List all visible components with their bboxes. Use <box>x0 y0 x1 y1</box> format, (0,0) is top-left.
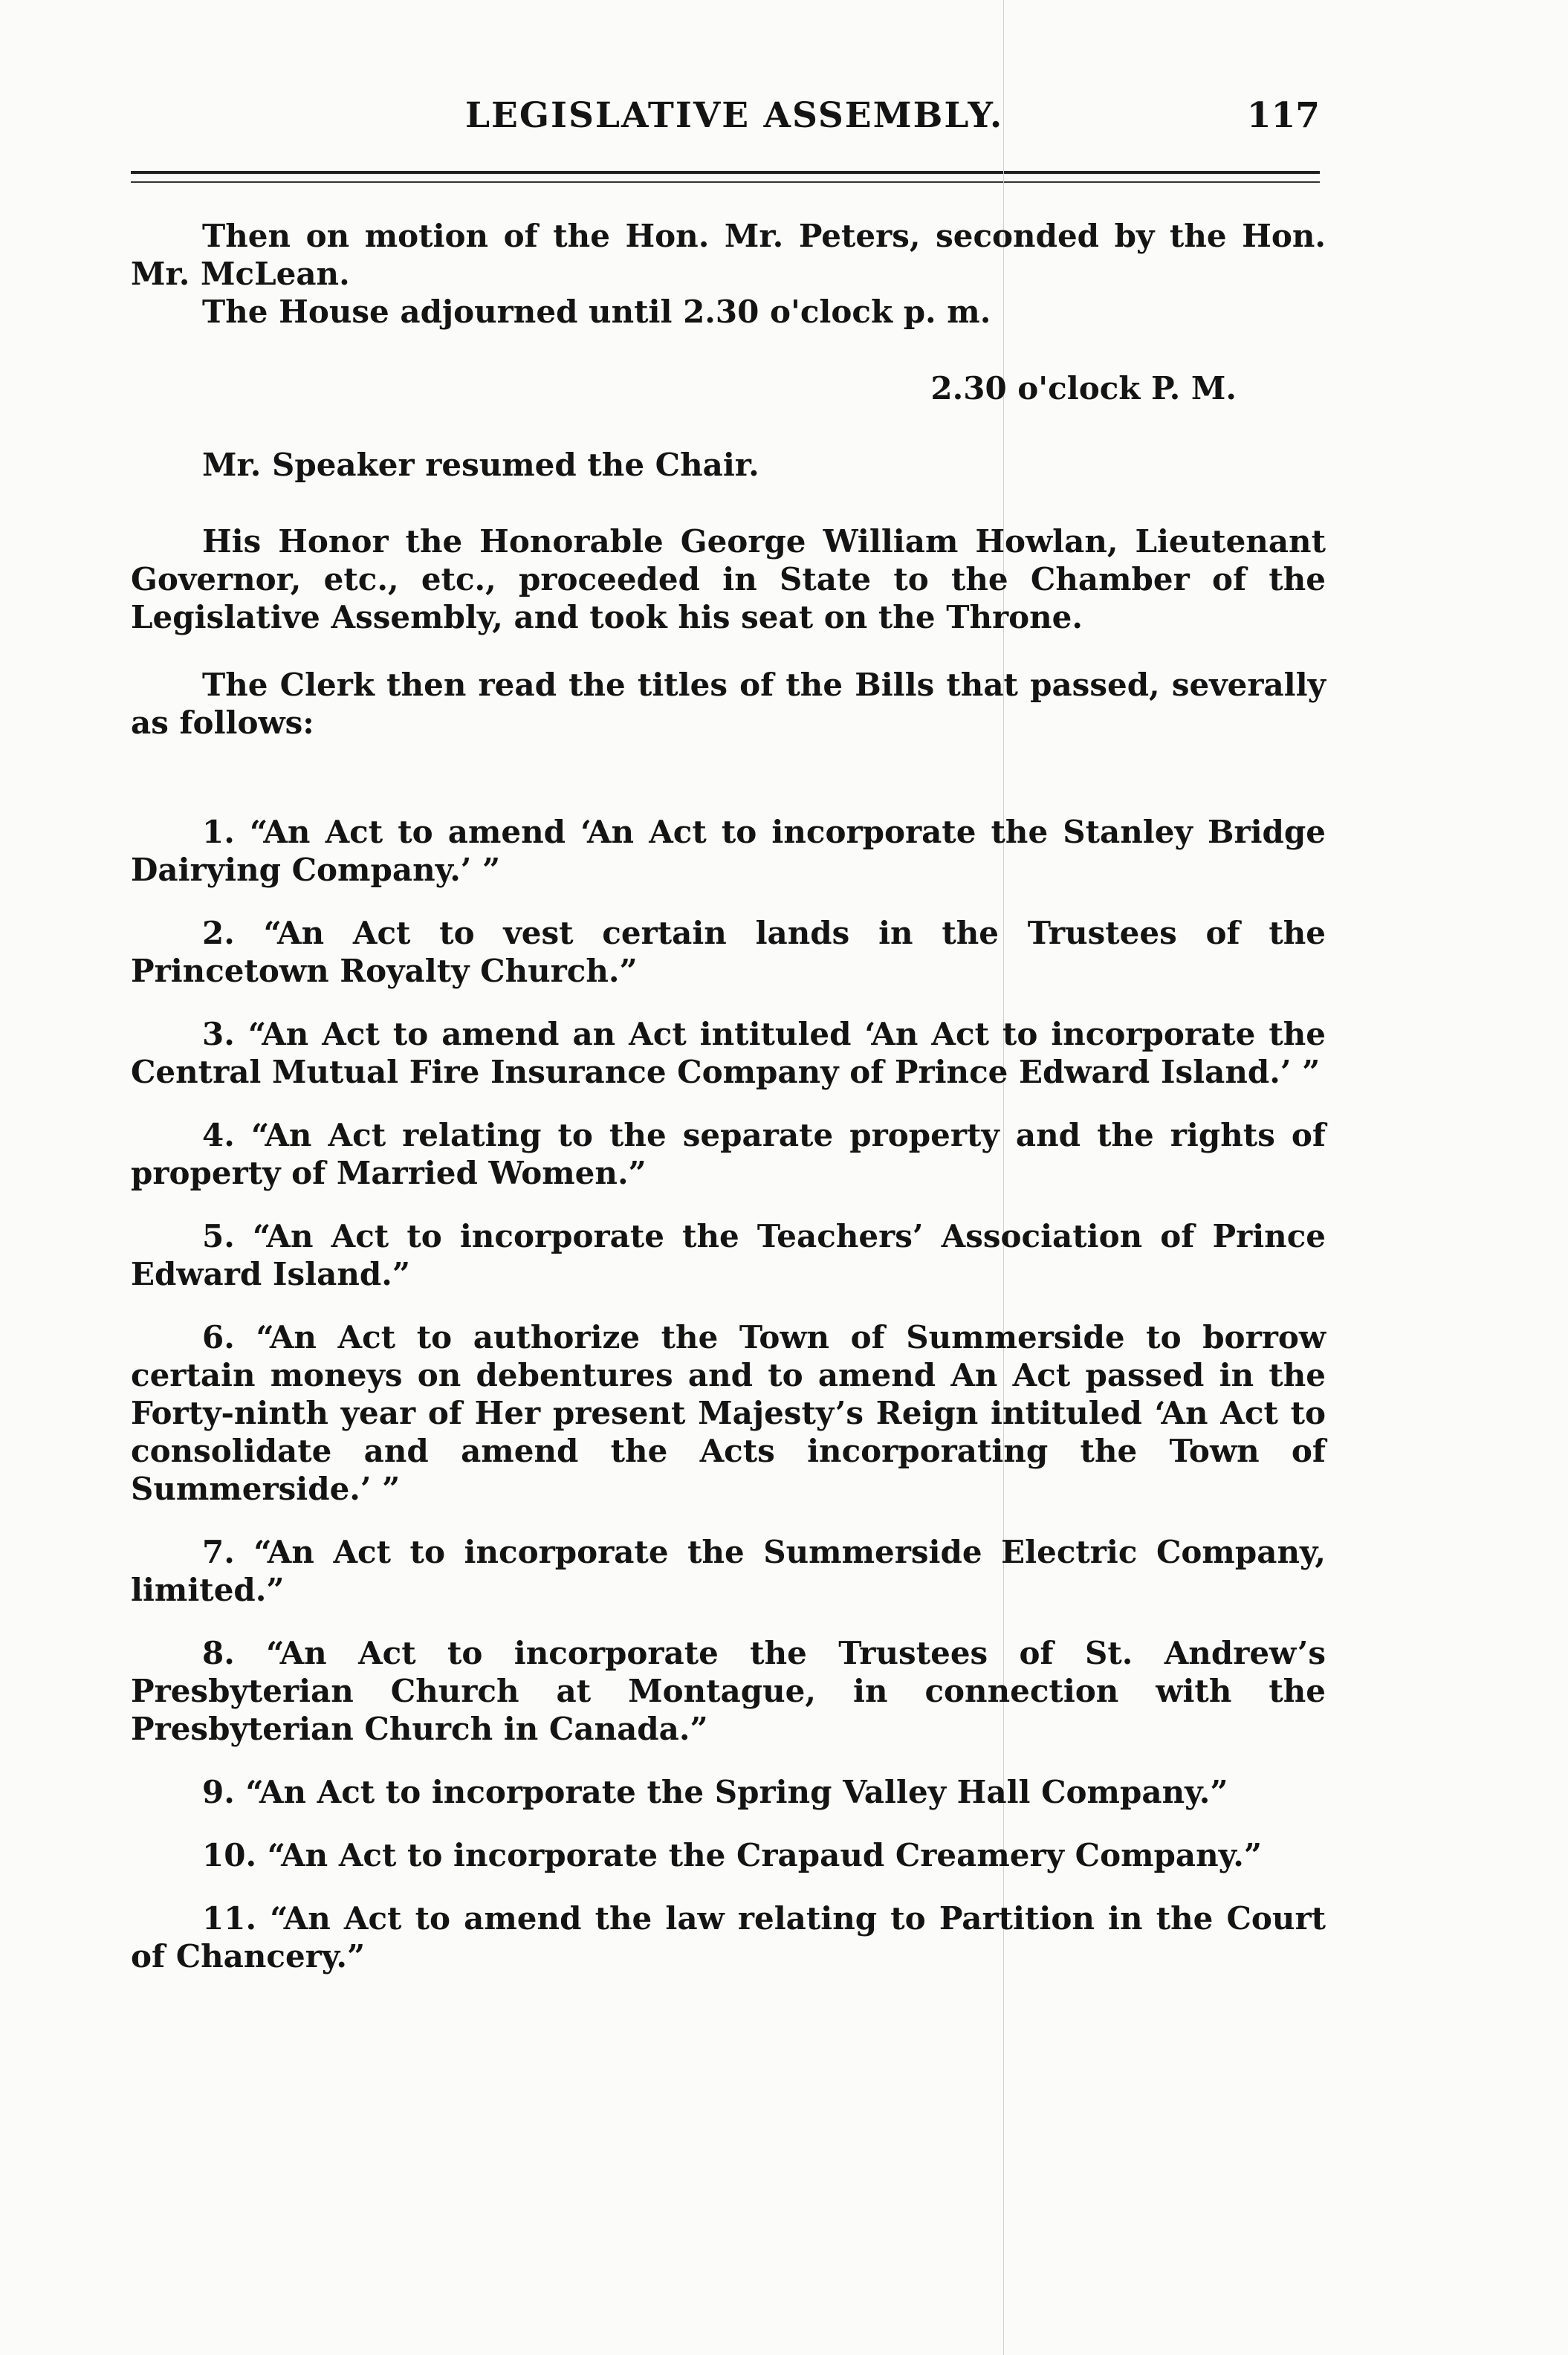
bill-number: 7. <box>202 1534 235 1570</box>
page-number: 117 <box>1246 95 1320 136</box>
bill-title: “An Act to incorporate the Crapaud Creamery Company.” <box>267 1837 1263 1873</box>
header-rule-thick <box>131 171 1320 174</box>
header-rule-thin <box>131 181 1320 183</box>
running-title: LEGISLATIVE ASSEMBLY. <box>465 95 1004 136</box>
bill-title: “An Act to incorporate the Teachers’ Association of Prince Edward Island.” <box>131 1218 1326 1292</box>
bill-title: “An Act to vest certain lands in the Trustees of the Princetown Royalty Church.” <box>131 915 1326 989</box>
bill-number: 4. <box>202 1117 235 1153</box>
clerk-paragraph: The Clerk then read the titles of the Bills that passed, severally as follows: <box>131 667 1326 741</box>
list-item <box>131 1773 1326 1811</box>
list-item <box>131 1533 1326 1609</box>
page-header <box>131 95 1320 147</box>
speaker-paragraph: Mr. Speaker resumed the Chair. <box>202 447 759 483</box>
bill-number: 10. <box>202 1837 257 1873</box>
adjourn-paragraph: The House adjourned until 2.30 o'clock p. m. <box>202 294 991 330</box>
bill-title: “An Act to amend the law relating to Partition in the Court of Chancery.” <box>131 1900 1326 1975</box>
bill-number: 6. <box>202 1319 235 1355</box>
bills-list <box>131 813 1326 1975</box>
list-item <box>131 914 1326 990</box>
bill-title: “An Act to incorporate the Trustees of St. Andrew’s Presbyterian Church at Montague, in connection with the Presbyterian Church in Canada.” <box>131 1635 1326 1747</box>
bill-title: “An Act relating to the separate property and the rights of property of Married Women.” <box>131 1117 1326 1191</box>
bill-number: 11. <box>202 1900 257 1937</box>
governor-paragraph: His Honor the Honorable George William Howlan, Lieutenant Governor, etc., etc., proceeded in State to the Chamber of the Legislative Assembly, and took his seat on the Throne. <box>131 523 1326 635</box>
bill-title: “An Act to incorporate the Spring Valley Hall Company.” <box>245 1774 1228 1810</box>
bill-title: “An Act to authorize the Town of Summerside to borrow certain moneys on debentures and to amend An Act passed in the Forty-ninth year of Her present Majesty’s Reign intituled ‘An Act to consolidate and amend the Acts incorporating the Town of Summerside.’ ” <box>131 1319 1326 1507</box>
list-item <box>131 1318 1326 1508</box>
motion-paragraph: Then on motion of the Hon. Mr. Peters, seconded by the Hon. Mr. McLean. <box>131 218 1326 292</box>
bill-title: “An Act to amend an Act intituled ‘An Act to incorporate the Central Mutual Fire Insurance Company of Prince Edward Island.’ ” <box>131 1016 1326 1090</box>
bill-number: 1. <box>202 814 235 850</box>
bill-title: “An Act to incorporate the Summerside Electric Company, limited.” <box>131 1534 1326 1608</box>
bill-number: 5. <box>202 1218 235 1254</box>
list-item <box>131 1634 1326 1748</box>
bill-number: 9. <box>202 1774 235 1810</box>
bill-number: 8. <box>202 1635 235 1671</box>
body-text <box>131 217 1326 2001</box>
bill-number: 2. <box>202 915 235 951</box>
list-item <box>131 1899 1326 1975</box>
list-item <box>131 1116 1326 1192</box>
bill-number: 3. <box>202 1016 235 1052</box>
list-item <box>131 1836 1326 1874</box>
list-item <box>131 1015 1326 1091</box>
time-heading: 2.30 o'clock P. M. <box>930 370 1237 406</box>
list-item <box>131 1217 1326 1293</box>
list-item <box>131 813 1326 889</box>
bill-title: “An Act to amend ‘An Act to incorporate the Stanley Bridge Dairying Company.’ ” <box>131 814 1326 888</box>
